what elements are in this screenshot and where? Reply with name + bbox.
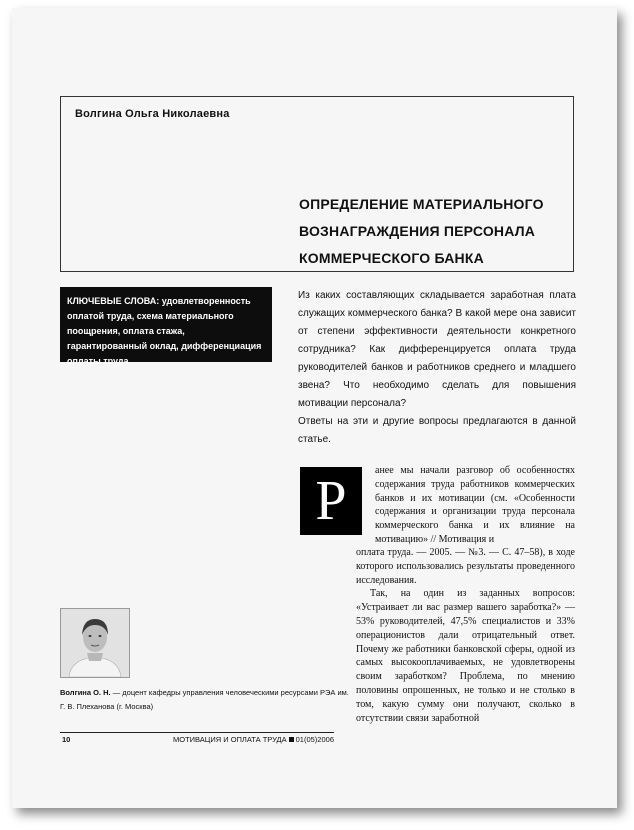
journal-issue: 01(05)2006 [295, 735, 334, 744]
article-lead [298, 287, 576, 449]
caption-name: Волгина О. Н. [60, 688, 111, 697]
author-caption [60, 686, 350, 714]
journal-page [12, 8, 617, 808]
body-continuation [356, 546, 575, 725]
footer-divider [60, 732, 334, 733]
caption-description: — доцент кафедры управления человеческими ресурсами РЭА им. Г. В. Плеханова (г. Москва) [60, 688, 349, 711]
author-portrait-icon [61, 609, 129, 677]
title-line-1: ОПРЕДЕЛЕНИЕ МАТЕРИАЛЬНОГО [299, 196, 544, 212]
body-paragraph-1-rest: оплата труда. — 2005. — №3. — С. 47–58), в ходе которого использовались результаты проведенного исследования. [356, 547, 575, 586]
article-header [60, 96, 574, 272]
author-photo [60, 608, 130, 678]
body-paragraph-2: Так, на один из заданных вопросов: «Устраивает ли вас размер вашего заработка?» — 53% руководителей, 47,5% специалистов и 33% операционистов дали отрицательный ответ. Почему же работники банковской сферы, одной из самых высокооплачиваемых, не удовлетворены своим заработком? Проблема, по мнению половины опрошенных, не только и не столько в том, какую сумму они получают, сколько в отсутствии связи заработной [356, 588, 575, 724]
keywords-box [60, 287, 272, 366]
drop-cap: Р [300, 467, 362, 535]
lead-paragraph-2: Ответы на эти и другие вопросы предлагаются в данной статье. [298, 416, 576, 445]
keywords-text: КЛЮЧЕВЫЕ СЛОВА: удовлетворенность оплатой труда, схема материального поощрения, оплата стажа, гарантированный оклад, дифференциация оплаты труда [67, 296, 262, 366]
article-title [299, 191, 559, 272]
title-line-3: КОММЕРЧЕСКОГО БАНКА [299, 250, 484, 266]
journal-name: МОТИВАЦИЯ И ОПЛАТА ТРУДА [172, 735, 287, 744]
square-bullet-icon [289, 737, 294, 742]
lead-paragraph-1: Из каких составляющих складывается заработная плата служащих коммерческого банка? В какой мере она зависит от степени эффективности деятельности конкретного сотрудника? Как дифференцируется оплата труда руководителей банков и работников среднего и младшего звена? Что необходимо сделать для повышения мотивации персонала? [298, 290, 576, 409]
title-line-2: ВОЗНАГРАЖДЕНИЯ ПЕРСОНАЛА [299, 223, 536, 239]
author-name: Волгина Ольга Николаевна [75, 108, 230, 120]
body-paragraph-1-top: анее мы начали разговор об особенностях содержания труда работников коммерческих банков и их мотивации (см. «Особенности содержания и организации труда персонала коммерческого банка и их влияние на мотивацию» // Мотивация и [375, 465, 575, 545]
page-number: 10 [62, 735, 71, 744]
journal-info [173, 735, 334, 744]
